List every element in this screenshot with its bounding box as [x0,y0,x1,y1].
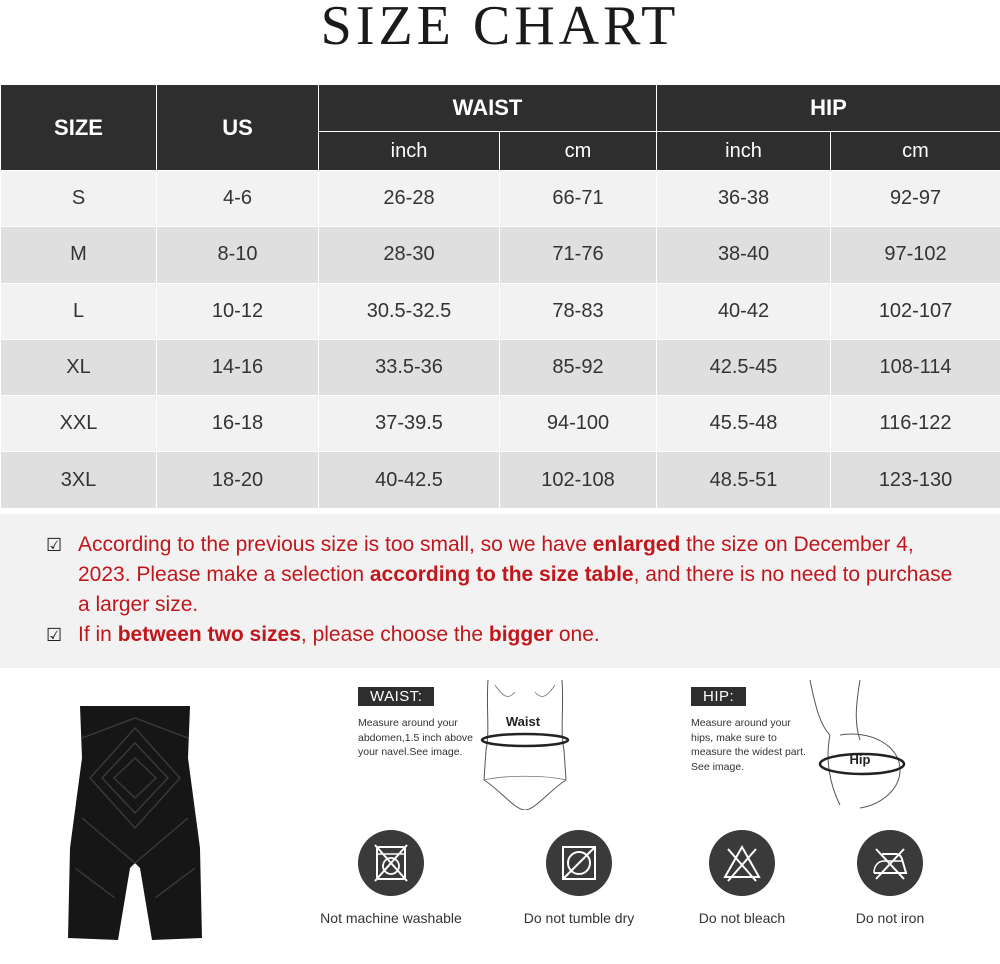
no-tumble-dry-icon [546,830,612,896]
size-cell: M [1,227,157,283]
note-text: According to the previous size is too small, so we have enlarged the size on December 4, 2023. Please make a selection according to the size table, and there is no need to purchase a larger size. [78,533,953,616]
waist-cm-cell: 78-83 [500,283,657,339]
measure-and-care-section [0,668,1000,964]
us-cell: 14-16 [157,339,319,395]
care-label: Not machine washable [320,910,462,926]
size-cell: XXL [1,396,157,452]
waist-inch-cell: 28-30 [319,227,500,283]
waist-inch-cell: 30.5-32.5 [319,283,500,339]
us-cell: 4-6 [157,171,319,227]
waist-cm-cell: 71-76 [500,227,657,283]
hip-cm-cell: 123-130 [831,452,1000,508]
checkbox-check-icon: ☑ [46,535,63,555]
waist-figure [480,680,570,810]
hip-inch-cell: 36-38 [657,171,831,227]
care-label: Do not iron [855,910,925,926]
hip-cm-cell: 97-102 [831,227,1000,283]
no-bleach-icon [709,830,775,896]
hip-description: Measure around your hips, make sure to measure the widest part. See image. [691,717,806,773]
notes-panel [0,514,1000,668]
note-item [46,620,960,650]
hip-inch-header: inch [657,132,831,171]
us-cell: 18-20 [157,452,319,508]
care-label: Do not tumble dry [523,910,635,926]
no-machine-wash-icon [358,830,424,896]
care-item [311,830,471,926]
waist-cm-cell: 102-108 [500,452,657,508]
hip-inch-cell: 48.5-51 [657,452,831,508]
waist-inch-cell: 33.5-36 [319,339,500,395]
hip-figure [800,680,910,810]
hip-cm-header: cm [831,132,1000,171]
size-table [0,84,1000,509]
hip-cm-cell: 116-122 [831,396,1000,452]
waist-header: WAIST [319,85,657,132]
hip-inch-cell: 38-40 [657,227,831,283]
waist-label: WAIST: [358,687,434,706]
care-item [499,830,659,926]
table-row [1,339,1000,395]
note-text: If in between two sizes, please choose the bigger one. [78,623,600,646]
size-header: SIZE [1,85,157,171]
waist-inch-header: inch [319,132,500,171]
waist-cm-header: cm [500,132,657,171]
size-cell: S [1,171,157,227]
hip-inch-cell: 42.5-45 [657,339,831,395]
waist-figure-label: Waist [505,714,541,729]
no-iron-icon [857,830,923,896]
hip-figure-label: Hip [849,752,871,767]
waist-cm-cell: 85-92 [500,339,657,395]
waist-cm-cell: 66-71 [500,171,657,227]
us-header: US [157,85,319,171]
hip-inch-cell: 45.5-48 [657,396,831,452]
us-cell: 16-18 [157,396,319,452]
page-title: SIZE CHART [320,0,680,57]
size-cell: L [1,283,157,339]
waist-cm-cell: 94-100 [500,396,657,452]
care-item [662,830,822,926]
us-cell: 8-10 [157,227,319,283]
table-row [1,452,1000,508]
waist-inch-cell: 40-42.5 [319,452,500,508]
hip-header: HIP [657,85,1000,132]
hip-cm-cell: 92-97 [831,171,1000,227]
size-cell: 3XL [1,452,157,508]
table-row [1,396,1000,452]
waist-description: Measure around your abdomen,1.5 inch above your navel.See image. [358,717,474,758]
checkbox-check-icon: ☑ [46,625,63,645]
table-row [1,227,1000,283]
size-cell: XL [1,339,157,395]
shapewear-product-image [60,698,210,948]
us-cell: 10-12 [157,283,319,339]
table-row [1,283,1000,339]
hip-cm-cell: 102-107 [831,283,1000,339]
hip-inch-cell: 40-42 [657,283,831,339]
care-label: Do not bleach [698,910,786,926]
hip-cm-cell: 108-114 [831,339,1000,395]
care-item [810,830,970,926]
table-row [1,171,1000,227]
hip-label: HIP: [691,687,746,706]
waist-inch-cell: 26-28 [319,171,500,227]
waist-inch-cell: 37-39.5 [319,396,500,452]
note-item [46,530,960,620]
